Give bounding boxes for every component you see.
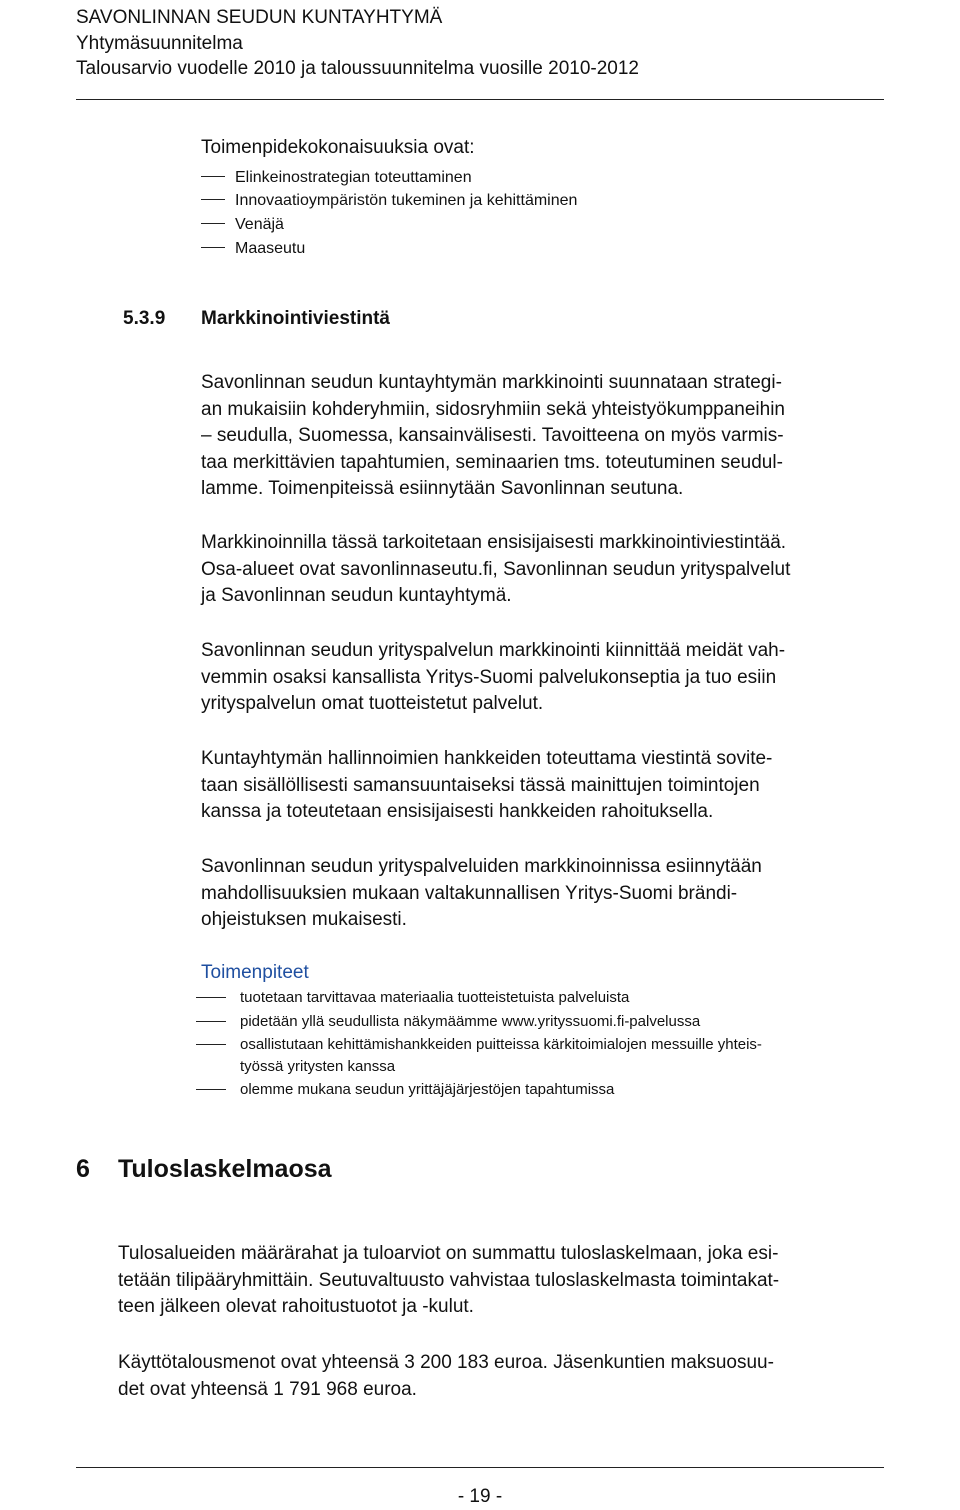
chapter-heading	[76, 1155, 332, 1184]
chapter-title: Tuloslaskelmaosa	[118, 1155, 332, 1183]
dash-bullet	[196, 1044, 226, 1045]
section-number: 5.3.9	[123, 308, 166, 329]
list-item: osallistutaan kehittämishankkeiden puitteissa kärkitoimialojen messuille yhteis- työssä yritysten kanssa	[196, 1034, 762, 1078]
paragraph-2: Markkinoinnilla tässä tarkoitetaan ensisijaisesti markkinointiviestintää. Osa-alueet ovat savonlinnaseutu.fi, Savonlinnan seudun yrityspalvelut ja Savonlinnan seudun kuntayhtymä.	[201, 532, 791, 606]
chapter-paragraph-2: Käyttötalousmenot ovat yhteensä 3 200 183 euroa. Jäsenkuntien maksuosuu- det ovat yhteensä 1 791 968 euroa.	[118, 1352, 774, 1400]
measures-intro: Toimenpidekokonaisuuksia ovat:	[201, 137, 475, 158]
paragraph-4: Kuntayhtymän hallinnoimien hankkeiden toteuttama viestintä sovite- taan sisällöllisesti samansuuntaiseksi tässä mainittujen toimintojen kanssa ja toteutetaan ensisijaisesti hankkeiden rahoituksella.	[201, 748, 773, 822]
dash-bullet	[196, 1021, 226, 1022]
section-heading	[123, 308, 390, 330]
dash-bullet	[201, 199, 225, 200]
list-item: pidetään yllä seudullista näkymäämme www.yrityssuomi.fi-palvelussa	[196, 1011, 700, 1033]
list-item: Venäjä	[201, 214, 284, 236]
chapter-number: 6	[76, 1155, 90, 1183]
dash-bullet	[201, 247, 225, 248]
section-title: Markkinointiviestintä	[201, 308, 390, 329]
header-budget: Talousarvio vuodelle 2010 ja taloussuunnitelma vuosille 2010-2012	[76, 58, 639, 79]
paragraph-3: Savonlinnan seudun yrityspalvelun markkinointi kiinnittää meidät vah- vemmin osaksi kansallista Yritys-Suomi palvelukonseptia ja tuo esiin yrityspalvelun omat tuotteistetut palvelut.	[201, 640, 786, 714]
list-item: Elinkeinostrategian toteuttaminen	[201, 167, 472, 189]
dash-bullet	[201, 176, 225, 177]
dash-bullet	[196, 1089, 226, 1090]
dash-bullet	[196, 997, 226, 998]
dash-bullet	[201, 223, 225, 224]
header-rule	[76, 99, 884, 100]
paragraph-5: Savonlinnan seudun yrityspalveluiden markkinoinnissa esiinnytään mahdollisuuksien mukaan valtakunnallisen Yritys-Suomi brändi- ohjeistuksen mukaisesti.	[201, 856, 762, 930]
list-item: olemme mukana seudun yrittäjäjärjestöjen tapahtumissa	[196, 1079, 614, 1101]
chapter-paragraph-1: Tulosalueiden määrärahat ja tuloarviot on summattu tuloslaskelmaan, joka esi- tetään tilipääryhmittäin. Seutuvaltuusto vahvistaa tuloslaskelmasta toimintakat- teen jälkeen olevat rahoitustuotot ja -kulut.	[118, 1243, 780, 1317]
header-subtitle: Yhtymäsuunnitelma	[76, 33, 243, 54]
header-org: SAVONLINNAN SEUDUN KUNTAYHTYMÄ	[76, 7, 443, 28]
page-number: - 19 -	[457, 1486, 503, 1507]
list-item: Maaseutu	[201, 238, 305, 260]
actions-heading: Toimenpiteet	[201, 962, 309, 983]
list-item: tuotetaan tarvittavaa materiaalia tuotteistetuista palveluista	[196, 987, 629, 1009]
paragraph-1: Savonlinnan seudun kuntayhtymän markkinointi suunnataan strategi- an mukaisiin kohderyhmiin, sidosryhmiin sekä yhteistyökumppaneihin – seudulla, Suomessa, kansainvälisesti. Tavoitteena on myös varmis- taa merkittävien tapahtumien, seminaarien tms. toteutuminen seudul- lamme. Toimenpiteissä esiinnytään Savonlinnan seutuna.	[201, 372, 785, 499]
list-item: Innovaatioympäristön tukeminen ja kehittäminen	[201, 190, 577, 212]
footer-rule	[76, 1467, 884, 1468]
